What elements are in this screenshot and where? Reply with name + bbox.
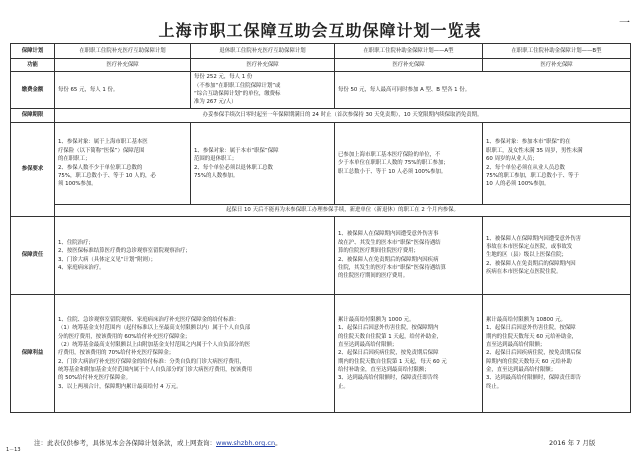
footer-note-text: 注：此表仅供参考，具体见本会各保障计划条款，或上网查询： — [34, 439, 216, 447]
text-line: 2、每个单位必须以退休职工总数 — [194, 164, 273, 171]
function-cell: 医疗补充保障 — [55, 59, 191, 72]
text-line: 算的住院医疗期间住院医疗费用； — [338, 248, 419, 255]
fee-row — [11, 72, 631, 109]
header-row — [11, 44, 631, 59]
text-line: 1、起保日后因意外伤害住院，按保障 — [486, 325, 576, 332]
text-line: 2、每个单位必须在从业人员总数 — [486, 164, 565, 171]
benefits-cell — [335, 295, 483, 413]
text-line: 3、达到最高给付限额时，保障责任即告终 — [338, 375, 439, 382]
text-line: 2、参保人数不少于单位职工总数的 — [58, 164, 143, 171]
website-link[interactable]: www.shzbh.org.cn — [216, 439, 276, 447]
header-plan-3: 在职职工住院补助金保障计划——A型 — [335, 44, 483, 59]
text-line: 须 100%参加。 — [58, 181, 97, 188]
text-line: 少于本单位在职职工人数的 75%的职工参加； — [338, 160, 449, 167]
text-line: 2、门诊大病治疗补充医疗保障金的给付标准：分类自负的门诊大病医疗费用， — [58, 358, 245, 365]
header-plan-1: 在职职工住院补充医疗互助保障计划 — [55, 44, 191, 59]
text-line: 的住院医疗期间的医疗费用。 — [338, 273, 409, 280]
text-line: 统筹基金和附加基金支付范围内属于个人自负部分的门诊大病医疗费用，按该费用 — [58, 367, 253, 374]
requirements-cell — [483, 123, 631, 205]
page-title: 上海市职工保障互助会互助保障计划一览表 — [158, 21, 482, 40]
text-line: 1、住院、急诊观察室留院观察、家庭病床治疗补充医疗保障金的给付标准： — [58, 316, 240, 323]
text-line: 障期内的住院天数每天 60 元给补助 — [486, 358, 572, 365]
text-line: 1、参保对象：属于本市“职保”保障 — [194, 147, 279, 154]
text-line: 75%，职工总数小于、等于 10 人的，必 — [58, 172, 156, 179]
text-line: 2、起保日后因疾病住院，按免责期后保障 — [338, 350, 439, 357]
requirements-note-row — [11, 205, 631, 217]
text-line: （1）统筹基金支付范围内（起付标准以上至最高支付限额以内）属于个人自负部 — [58, 325, 251, 332]
header-plan-4: 在职职工住院补助金保障计划——B型 — [483, 44, 631, 59]
page-number: 1－13 — [6, 447, 21, 453]
text-line: 范围的退休职工； — [194, 156, 238, 163]
text-line: 分的医疗费用，按该费用的 60%给付补充医疗保障金； — [58, 333, 191, 340]
text-line: 直至达到最高给付限额； — [338, 341, 398, 348]
header-plan: 保障计划 — [11, 44, 55, 59]
function-cell: 医疗补充保障 — [483, 59, 631, 72]
scope-cell — [55, 217, 335, 295]
requirements-cell — [191, 123, 335, 205]
function-row — [11, 59, 631, 72]
text-line: 给付补助金，直至达到最高给付限额； — [338, 367, 430, 374]
text-line: 故在沪、其发生的医本市“职保”医保待遇结 — [338, 239, 441, 246]
text-line: 终止。 — [486, 383, 503, 390]
text-line: 期内的住院天数每天 60 元给补助金， — [486, 333, 578, 340]
fee-cell: 每份 50 元，每人最高可同时参加 A 型、B 型各 1 份。 — [335, 72, 631, 109]
text-line: 累计最高给付限额为 10800 元。 — [486, 316, 566, 323]
text-line: 疾病在本市医保定点医院住院。 — [486, 269, 562, 276]
text-line: 金，直至达到最高给付限额； — [486, 367, 557, 374]
text-line: 事故在本市医保定点医院，或事故发 — [486, 243, 573, 250]
fee-line: 每份 252 元，每人 1 份 — [194, 74, 253, 81]
text-line: 3、达到最高给付限额时，保障责任即告 — [486, 375, 582, 382]
text-line: 期内的住院天数自住院第 1 天起，每天 60 元 — [338, 358, 447, 365]
text-line: 4、家庭病床治疗。 — [58, 264, 105, 271]
function-label: 功能 — [11, 59, 55, 72]
header-plan-2: 退休职工住院补充医疗互助保障计划 — [191, 44, 335, 59]
text-line: 3、门诊大病（具体定义见“计划”附则）； — [58, 256, 156, 263]
text-line: 1、参保对象：参加本市“职保”的在 — [486, 139, 571, 146]
text-line: 75%的人数参加。 — [194, 172, 239, 179]
function-cell: 医疗补充保障 — [191, 59, 335, 72]
text-line: 2、被保障人在免责期后的保障期内因 — [486, 260, 576, 267]
benefits-cell — [55, 295, 335, 413]
fee-cell: 每份 65 元，每人 1 份。 — [55, 72, 191, 109]
text-line: 止。 — [338, 383, 349, 390]
scope-label: 保障责任 — [11, 217, 55, 295]
text-line: 生地的区（县）级以上医保住院； — [486, 252, 567, 259]
text-line: （2）统筹基金最高支付限额以上由附加基金支付范围之内属于个人自负部分的医 — [58, 341, 251, 348]
edition-date: 2016 年 7 月版 — [549, 439, 596, 447]
text-line: 1、参保对象：属于上海市职工基本医 — [58, 139, 148, 146]
text-line: 职职工，及女性未满 35 周岁，男性未满 — [486, 147, 583, 154]
text-line: 职工总数小于、等于 10 人必须 100%参加。 — [338, 168, 447, 175]
text-line: 75%的职工参加，职工总数小于、等于 — [486, 172, 579, 179]
fee-line: 准为 267 元/人） — [194, 99, 237, 106]
text-line: 疗费用，按该费用的 70%给付补充医疗保障金； — [58, 350, 175, 357]
text-line: 累计最高给付限额为 1000 元。 — [338, 316, 415, 323]
requirements-row — [11, 123, 631, 205]
fee-label: 缴费金额 — [11, 72, 55, 109]
text-line: 3、以上两项合计，保障期内累计最高给付 4 万元。 — [58, 383, 182, 390]
requirements-cell — [335, 123, 483, 205]
corner-mark: 一 — [619, 16, 630, 29]
text-line: 2、被保障人在免责期后的保障期内因疾病 — [338, 256, 439, 263]
scope-cell — [483, 217, 631, 295]
period-row — [11, 109, 631, 123]
text-line: 1、起保日后因意外伤害住院，按保障期内 — [338, 325, 439, 332]
scope-cell — [335, 217, 483, 295]
text-line: 1、被保障人在保障期内因遭受意外伤害 — [486, 235, 582, 242]
footer-note — [34, 438, 282, 447]
requirements-cell — [55, 123, 191, 205]
text-line: 直至达到最高给付限额； — [486, 341, 546, 348]
text-line: 60 周岁的从业人员； — [486, 156, 538, 163]
requirements-label: 参保要求 — [11, 123, 55, 217]
text-line: 住院，其发生的医疗本市“职保”医保待遇结算 — [338, 264, 447, 271]
period-label: 保障期限 — [11, 109, 55, 123]
period-text: 办妥参保手续次日零时起至一年保障期满日的 24 时止（首次参保持 30 天免责期），10 天宽限期内续保取消免责期。 — [55, 109, 631, 123]
text-line: 的 50%给付补充医疗保障金。 — [58, 375, 131, 382]
scope-row — [11, 217, 631, 295]
benefits-row — [11, 295, 631, 413]
text-line: 疗保险（以下简称“医保”）保障范围 — [58, 147, 145, 154]
text-line: 的住院天数自住院第 1 天起，给付补助金， — [338, 333, 442, 340]
fee-line: （不参加“在职职工住院保障计划”或 — [194, 82, 281, 89]
text-line: 的在职职工； — [58, 156, 91, 163]
text-line: 2、按医保标准结算医疗费的急诊观察室留院观察治疗； — [58, 248, 191, 255]
fee-cell — [191, 72, 335, 109]
plan-table — [10, 43, 631, 413]
function-cell: 医疗补充保障 — [335, 59, 483, 72]
benefits-label: 保障利益 — [11, 295, 55, 413]
text-line: 1、被保障人在保障期内因遭受意外伤害事 — [338, 231, 439, 238]
requirements-note: 起保日 10 天后不能再为未参保职工办理参保手续，新进单位（新退休）的职工在 2 个月内参保。 — [55, 205, 631, 217]
footer-note-end: 。 — [275, 439, 282, 447]
fee-line: “综合互助保障计划”的单位，缴费标 — [194, 91, 281, 97]
text-line: 2、起保日后因疾病住院，按免责期后保 — [486, 350, 582, 357]
text-line: 10 人的必须 100%参加。 — [486, 181, 550, 188]
benefits-cell — [483, 295, 631, 413]
text-line: 已参加上海市职工基本医疗保险的单位，不 — [338, 151, 441, 158]
text-line: 1、住院治疗； — [58, 239, 94, 246]
